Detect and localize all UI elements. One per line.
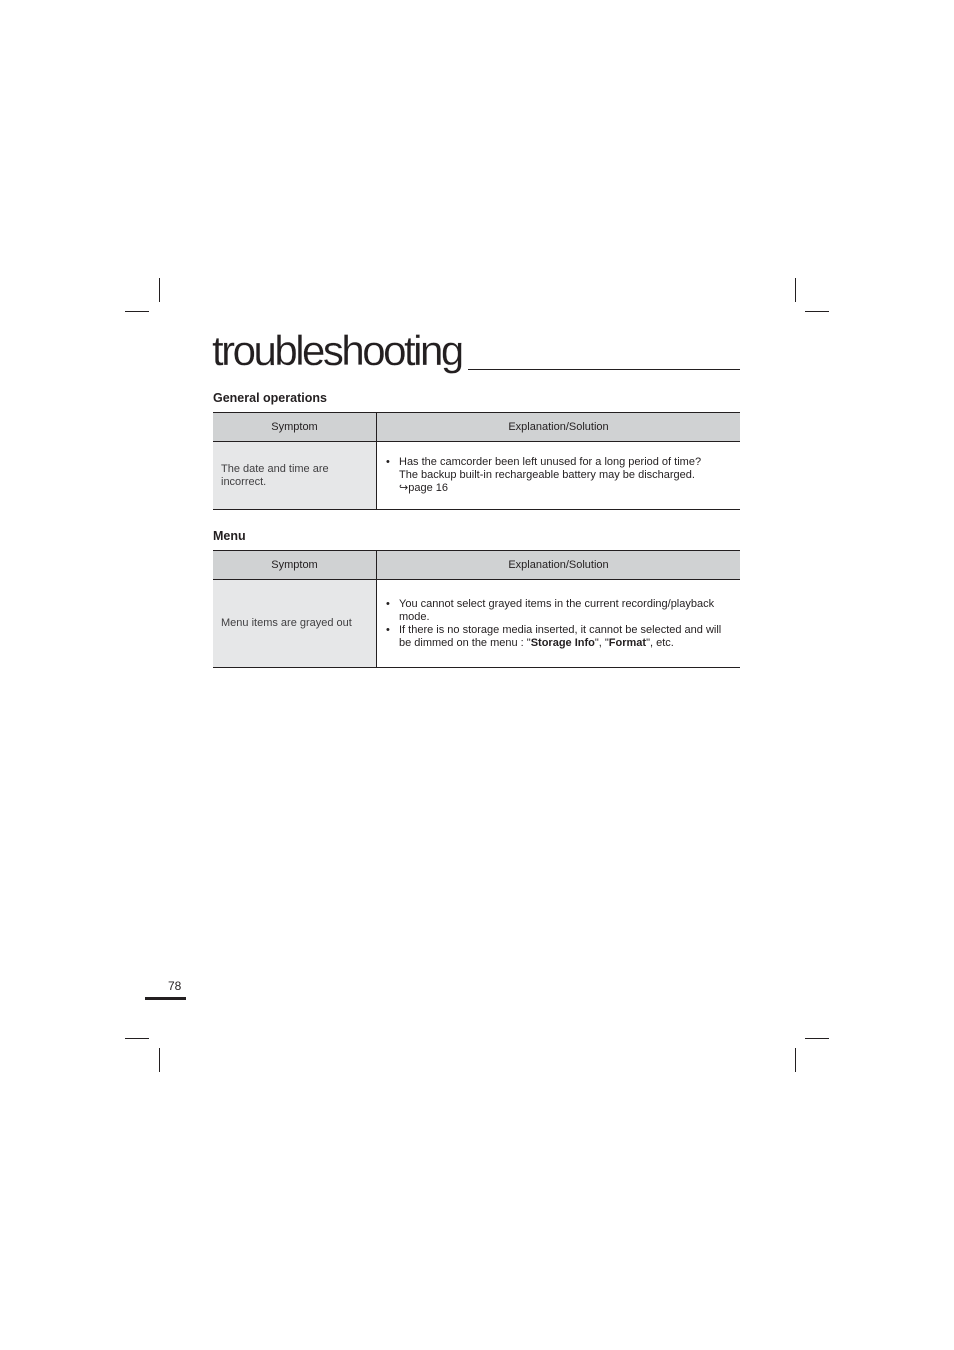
page-title: troubleshooting (212, 327, 462, 374)
column-header-symptom: Symptom (213, 413, 377, 442)
solution-item: • You cannot select grayed items in the current recording/playback mode. (385, 598, 728, 624)
section-heading-general-operations: General operations (213, 391, 327, 405)
solution-item (385, 456, 728, 495)
crop-mark-top-right-horizontal (805, 311, 829, 312)
page-reference: page 16 (408, 482, 448, 494)
column-header-explanation: Explanation/Solution (377, 551, 741, 580)
solution-line-2: The backup built-in rechargeable battery may be discharged. (399, 469, 695, 481)
page-ref-arrow-icon: ↪ (399, 482, 409, 494)
title-rule (468, 369, 740, 370)
table-row (213, 580, 740, 668)
column-header-symptom: Symptom (213, 551, 377, 580)
table-header-row (213, 551, 740, 580)
explanation-cell (377, 580, 741, 668)
page-number: 78 (168, 979, 182, 993)
solution-text-separator: ", " (594, 636, 609, 649)
crop-mark-bottom-right-vertical (795, 1048, 796, 1072)
general-operations-table (213, 412, 740, 510)
solution-text-end: ", etc. (646, 636, 674, 649)
crop-mark-bottom-left-vertical (159, 1048, 160, 1072)
section-heading-menu: Menu (213, 529, 246, 543)
menu-term-format: Format (608, 636, 647, 649)
column-header-explanation: Explanation/Solution (377, 413, 741, 442)
solution-list (385, 456, 728, 495)
symptom-cell: The date and time are incorrect. (213, 442, 377, 510)
menu-table (213, 550, 740, 668)
explanation-cell (377, 442, 741, 510)
crop-mark-top-left-horizontal (125, 311, 149, 312)
crop-mark-top-left-vertical (159, 278, 160, 302)
menu-term-storage-info: Storage Info (530, 636, 595, 649)
table-row (213, 442, 740, 510)
symptom-cell: Menu items are grayed out (213, 580, 377, 668)
crop-mark-top-right-vertical (795, 278, 796, 302)
solution-item (385, 624, 728, 650)
page-number-bar (145, 997, 186, 1000)
solution-list (385, 598, 728, 650)
solution-text: If there is no storage media inserted, it cannot be selected and will be dimmed on the menu : " (399, 623, 722, 649)
crop-mark-bottom-left-horizontal (125, 1038, 149, 1039)
crop-mark-bottom-right-horizontal (805, 1038, 829, 1039)
solution-line-1: Has the camcorder been left unused for a long period of time? (399, 456, 702, 468)
table-header-row (213, 413, 740, 442)
